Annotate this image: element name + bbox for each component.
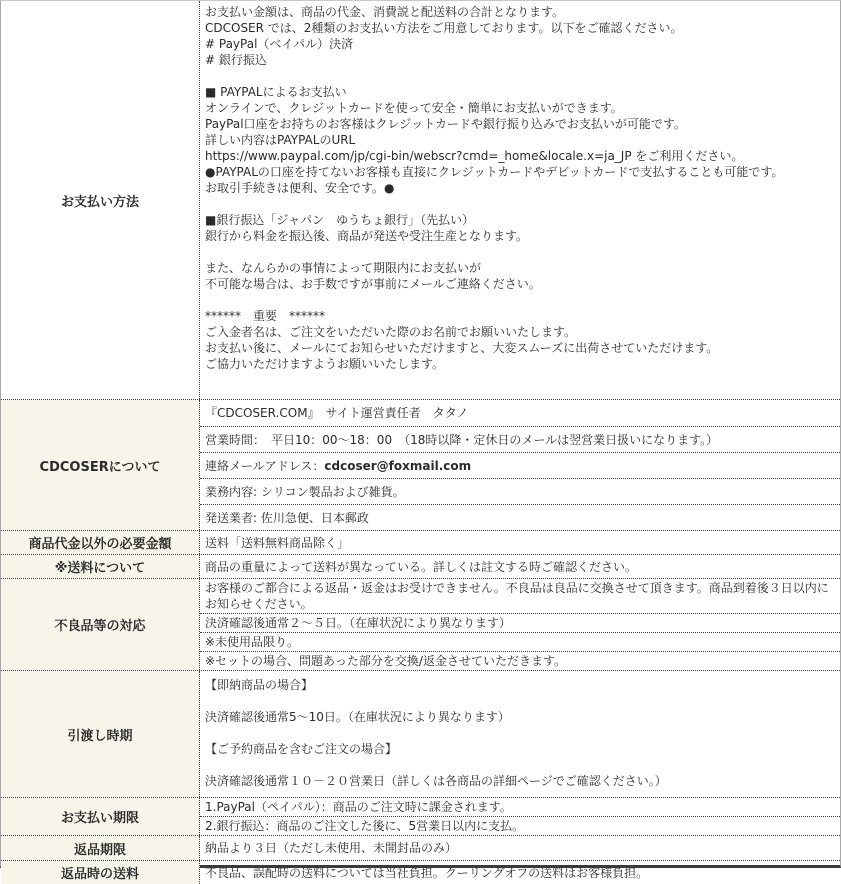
text-line [205,725,838,741]
text-line: 詳しい内容はPAYPALのURL [205,133,356,147]
text-line: オンラインで、クレジットカードを使って安全・簡単にお支払いができます。 [205,101,623,115]
text-line: ■ PAYPALによるお支払い [205,85,347,99]
deadline-paypal-text: 1.PayPal（ペイパル）：商品のご注文時に課金されます。 [205,800,512,814]
text-line: お取引手続きは便利、安全です。● [205,181,395,195]
row-header-return-period: 返品期限 [1,836,200,860]
deadline-paypal-item [200,798,840,816]
extra-fees-text: 送料「送料無料商品除く」 [205,535,350,550]
about-contact-email [200,452,840,478]
text-line: ご協力いただけますようお願いいたします。 [205,357,445,371]
text-line: お支払い金額は、商品の代金、消費説と配送料の合計となります。 [205,5,565,19]
table-row-return-shipping [1,860,840,884]
text-line: お支払い後に、メールにてお知らせいただけますと、大変スムーズに出荷させていただけます。 [205,341,719,355]
row-header-delivery-time: 引渡し時期 [1,671,200,797]
text-line [205,244,838,260]
text-line: ●PAYPALの口座を持てないお客様も直接にクレジットカードやデビットカードで支払することも可能です。 [205,165,784,179]
text-line: 銀行から料金を振込後、商品が発送や受注生産となります。 [205,229,529,243]
table-row-delivery-time [1,670,840,797]
row-header-about: CDCOSERについて [1,400,200,530]
extra-fees-item [200,531,840,554]
defective-unused-only-text: ※未使用品限り。 [205,635,300,649]
text-line: # PayPal（ベイパル）決済 [205,37,354,51]
shipping-carrier-text: 発送業者: 佐川急便、日本郵政 [205,510,369,525]
text-line: ■銀行振込「ジャパン ゆうちょ銀行」（先払い） [205,213,475,227]
table-row-payment-method [1,1,840,399]
contact-email-address: cdcoser@foxmail.com [324,458,472,473]
row-header-payment-deadline: お支払い期限 [1,798,200,835]
defective-unused-only-item [200,632,840,651]
table-row-return-period [1,835,840,860]
extra-fees-content [200,531,840,554]
contact-email-label: 連絡メールアドレス： [205,458,325,473]
deadline-bank-item [200,816,840,835]
row-header-shipping-cost: ※送料について [1,555,200,578]
return-period-content [200,836,840,860]
defective-set-policy-text: ※セットの場合、問題あった部分を交換/返金させていただきます。 [205,654,567,668]
shipping-cost-item [200,555,840,578]
text-line: # 銀行振込 [205,53,267,67]
row-header-payment-method: お支払い方法 [1,1,200,399]
text-line: 【即納商品の場合】 [205,678,314,692]
return-period-text: 納品より３日（ただし未使用、未開封品のみ） [205,841,458,855]
return-shipping-content [200,861,840,884]
about-shipping-carrier [200,504,840,530]
payment-deadline-content [200,798,840,835]
about-business-hours [200,426,840,452]
text-line [205,196,838,212]
table-row-defective-items [1,578,840,670]
text-line: また、なんらかの事情によって期限内にお支払いが [205,261,482,275]
payment-method-content [200,1,840,399]
shipping-cost-content [200,555,840,578]
row-header-defective-items: 不良品等の対応 [1,579,200,670]
defective-exchange-time-text: 決済確認後通常２～５日。（在庫状況により異なります） [205,616,512,630]
row-header-extra-fees: 商品代金以外の必要金額 [1,531,200,554]
delivery-time-content [200,671,840,797]
deadline-bank-text: 2.銀行振込：商品のご注文した後に、5営業日以内に支払。 [205,819,525,833]
about-business-description [200,478,840,504]
shipping-cost-text: 商品の重量によって送料が異なっている。詳しくは註文する時ご確認ください。 [205,559,638,574]
about-content [200,400,840,530]
table-row-shipping-cost [1,554,840,578]
text-line: 決済確認後通常１０－２０営業日（詳しくは各商品の詳細ページでご確認ください。） [205,774,667,788]
row-header-return-shipping: 返品時の送料 [1,861,200,884]
site-operator-text: 『CDCOSER.COM』 サイト運営責任者 タタノ [205,406,469,420]
defective-set-policy-item [200,651,840,670]
defective-exchange-time-item [200,613,840,632]
defective-items-content [200,579,840,670]
business-description-text: 業務内容: シリコン製品および雑貨。 [205,484,405,499]
business-hours-text: 営業時間： 平日10：00～18：00 （18時以降・定休日のメールは翌営業日扱いになります。） [205,432,719,447]
text-line: 不可能な場合は、お手数ですが事前にメールご連絡ください。 [205,277,541,291]
return-period-item [200,836,840,860]
text-line: ****** 重要 ****** [205,309,326,323]
defective-policy-item [200,579,840,613]
table-row-extra-fees [1,530,840,554]
about-site-operator [200,400,840,426]
defective-policy-text: お客様のご都合による返品・返金はお受けできません。不良品は良品に交換させて頂きます。商品到着後３日以内にお知らせください。 [205,581,829,611]
text-line [205,693,838,709]
text-line: ご入金者名は、ご注文をいただいた際のお名前でお願いいたします。 [205,325,577,339]
text-line: https://www.paypal.com/jp/cgi-bin/webscr?cmd=_home&locale.x=ja_JP をご利用ください。 [205,149,744,163]
table-row-payment-deadline [1,797,840,835]
text-line: CDCOSER では、2種類のお支払い方法をご用意しております。以下をご確認ください。 [205,21,683,35]
return-shipping-text: 不良品、誤配時の送料については当社負担。クーリングオフの送料はお客様負担。 [205,865,649,880]
text-line [205,757,838,773]
text-line [205,292,838,308]
text-line: 決済確認後通常5～10日。（在庫状況により異なります） [205,710,510,724]
text-line: 【ご予約商品を含むご注文の場合】 [205,742,398,756]
text-line [205,68,838,84]
text-line: PayPal口座をお持ちのお客様はクレジットカードや銀行振り込みでお支払いが可能です。 [205,117,686,131]
return-shipping-item [200,861,840,884]
table-row-about [1,399,840,530]
